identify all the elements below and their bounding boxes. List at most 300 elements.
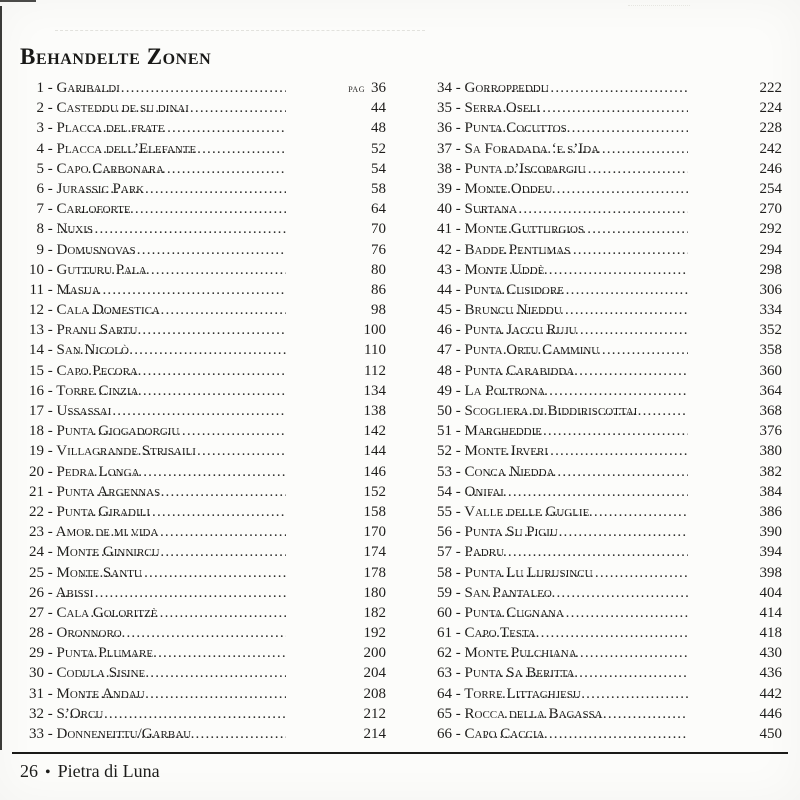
toc-entry-separator: - <box>452 281 465 298</box>
toc-entry <box>430 139 782 159</box>
toc-entry-number: 62 <box>437 645 452 662</box>
toc-entry-name: Garibaldi <box>56 80 120 96</box>
toc-entry-page <box>688 623 782 643</box>
toc-entry-number: 37 <box>437 140 452 157</box>
dot-leader <box>93 421 286 441</box>
toc-entry-label <box>22 684 145 704</box>
toc-entry <box>22 199 386 219</box>
toc-entry-label <box>430 98 540 118</box>
page-number-value: 110 <box>364 342 386 359</box>
page-number-value: 446 <box>759 705 782 722</box>
toc-entry-separator: - <box>44 604 57 621</box>
toc-entry-name: Monte Uddè <box>464 261 545 278</box>
toc-entry-number: 12 <box>29 302 44 319</box>
toc-entry-page <box>688 219 782 239</box>
toc-entry-separator: - <box>452 645 465 662</box>
dot-leader <box>503 340 688 360</box>
toc-entry-name: Conca Niedda <box>464 463 555 480</box>
toc-entry-label <box>430 563 593 583</box>
page-number-value: 442 <box>759 685 782 702</box>
toc-entry <box>430 340 782 360</box>
toc-entry-separator: - <box>452 584 465 601</box>
dot-leader <box>79 462 286 482</box>
toc-entry-label <box>430 421 542 441</box>
toc-entry-number: 60 <box>437 604 452 621</box>
page-number-value: 48 <box>371 120 386 137</box>
scan-smudge <box>628 5 690 6</box>
toc-entry-name: Placca dell’Elefante <box>56 140 197 157</box>
toc-entry-name: Amor de mi vida <box>55 524 159 541</box>
dot-leader <box>71 78 286 98</box>
toc-entry <box>430 704 782 724</box>
toc-entry-label <box>22 462 140 482</box>
page-number-value: 394 <box>759 544 782 561</box>
toc-entry-separator: - <box>452 423 465 440</box>
toc-entry-name: Surtana <box>464 201 518 218</box>
toc-entry-page <box>688 401 782 421</box>
toc-entry <box>22 240 386 260</box>
toc-entry-page <box>286 603 386 623</box>
dot-leader <box>98 441 286 461</box>
toc-entry-number: 5 <box>36 160 44 177</box>
footer-rule <box>12 752 788 754</box>
toc-entry-name: Serra Oseli <box>464 100 540 117</box>
dot-leader <box>496 320 688 340</box>
toc-entry-number: 33 <box>29 726 44 742</box>
page-number-value: 294 <box>759 241 782 258</box>
toc-entry-number: 9 <box>36 241 44 258</box>
toc-entry <box>22 603 386 623</box>
toc-entry-number: 23 <box>29 524 44 541</box>
toc-entry <box>430 522 782 542</box>
toc-entry-separator: - <box>44 705 57 722</box>
dot-leader <box>484 260 688 280</box>
toc-entry-label <box>430 361 575 381</box>
toc-entry-name: Punta d’Iscopargiu <box>464 160 586 177</box>
toc-entry <box>430 260 782 280</box>
toc-entry-page <box>688 704 782 724</box>
toc-entry-name: San Pantaleo <box>464 584 552 601</box>
page-number-value: 398 <box>759 564 782 581</box>
toc-entry-page <box>688 361 782 381</box>
toc-entry-separator: - <box>44 443 57 460</box>
toc-entry-separator: - <box>44 342 57 359</box>
toc-entry-label <box>22 643 154 663</box>
dot-leader <box>97 724 286 744</box>
toc-entry-number: 21 <box>29 483 44 500</box>
dot-leader <box>64 704 286 724</box>
toc-entry-label <box>430 300 562 320</box>
toc-entry-page <box>688 118 782 138</box>
toc-entry <box>22 300 386 320</box>
toc-entry-page <box>286 623 386 643</box>
dot-leader <box>88 159 286 179</box>
toc-entry-page <box>286 583 386 603</box>
page-number-value: 214 <box>363 726 386 742</box>
dot-leader <box>81 663 286 683</box>
toc-entry-page <box>688 724 782 744</box>
page-number-value: 36 <box>371 80 386 96</box>
toc-entry-number: 10 <box>29 261 44 278</box>
dot-leader <box>503 139 688 159</box>
toc-entry-separator: - <box>452 120 465 137</box>
toc-entry-page <box>286 300 386 320</box>
footer-bullet: • <box>45 764 51 781</box>
dot-leader <box>84 643 286 663</box>
toc-entry-page <box>286 320 386 340</box>
toc-entry-page <box>286 684 386 704</box>
toc-entry-label <box>22 421 180 441</box>
toc-entry <box>22 462 386 482</box>
toc-entry <box>22 724 386 744</box>
toc-entry-label <box>430 260 545 280</box>
toc-entry-label <box>22 381 139 401</box>
toc-entry-label <box>430 482 504 502</box>
toc-entry <box>22 643 386 663</box>
toc-entry <box>430 482 782 502</box>
page-number-value: 292 <box>759 221 782 238</box>
toc-entry-separator: - <box>44 564 57 581</box>
toc-entry-separator: - <box>452 443 465 460</box>
toc-entry-page <box>286 340 386 360</box>
page-number-value: 70 <box>371 221 386 238</box>
toc-entry-label <box>22 78 120 98</box>
toc-entry-separator: - <box>452 483 465 500</box>
toc-entry-separator: - <box>452 524 465 541</box>
toc-entry-number: 18 <box>29 423 44 440</box>
toc-entry-separator: - <box>44 241 57 258</box>
toc-entry <box>430 643 782 663</box>
toc-entry <box>22 542 386 562</box>
toc-entry-page <box>688 583 782 603</box>
page-number-value: 270 <box>759 201 782 218</box>
dot-leader <box>86 482 286 502</box>
dot-leader <box>88 118 286 138</box>
toc-entry-page <box>286 199 386 219</box>
toc-entry-name: Punta Cocuttos <box>464 120 567 137</box>
toc-entry-label <box>22 320 138 340</box>
toc-entry-separator: - <box>44 423 57 440</box>
toc-entry <box>22 139 386 159</box>
toc-entry <box>22 623 386 643</box>
toc-entry-label <box>22 139 197 159</box>
toc-entry-page <box>688 199 782 219</box>
toc-entry <box>22 340 386 360</box>
scan-edge-artifact-top <box>0 0 36 2</box>
toc-entry-number: 39 <box>437 180 452 197</box>
page-number-value: 242 <box>759 140 782 157</box>
toc-entry-label <box>430 542 505 562</box>
toc-entry-number: 27 <box>29 604 44 621</box>
toc-entry-page <box>688 260 782 280</box>
toc-entry <box>22 522 386 542</box>
toc-entry-separator: - <box>452 160 465 177</box>
toc-entry-name: Monte Irveri <box>464 443 549 460</box>
toc-entry-label <box>430 240 571 260</box>
toc-entry-separator: - <box>452 503 465 520</box>
toc-entry-name: Capo Pecora <box>56 362 138 379</box>
toc-entry-separator: - <box>44 726 57 742</box>
toc-entry-label <box>430 623 536 643</box>
toc-entry-label <box>430 179 553 199</box>
toc-entry-label <box>22 704 104 724</box>
toc-entry-separator: - <box>452 665 465 682</box>
toc-entry-label <box>430 280 564 300</box>
page-number-value: 358 <box>759 342 782 359</box>
toc-entry <box>430 381 782 401</box>
page-number-value: 58 <box>371 180 386 197</box>
toc-entry-separator: - <box>44 281 57 298</box>
dot-leader <box>485 381 688 401</box>
page-number-value: 98 <box>371 302 386 319</box>
toc-entry-page <box>688 522 782 542</box>
toc-entry-separator: - <box>44 261 57 278</box>
toc-entry <box>22 179 386 199</box>
page-number-value: 152 <box>363 483 386 500</box>
toc-entry-name: Jurassic Park <box>56 180 145 197</box>
page-number-value: 380 <box>759 443 782 460</box>
page-number-value: 298 <box>759 261 782 278</box>
toc-entry-name: Rocca della Bagassa <box>464 705 603 722</box>
toc-entry-number: 63 <box>437 665 452 682</box>
dot-leader <box>498 219 688 239</box>
toc-entry-number: 52 <box>437 443 452 460</box>
toc-entry-separator: - <box>452 544 465 561</box>
toc-entry-number: 57 <box>437 544 452 561</box>
toc-entry <box>22 381 386 401</box>
toc-entry-separator: - <box>452 100 465 117</box>
toc-entry-separator: - <box>44 503 57 520</box>
toc-entry-page <box>286 280 386 300</box>
dot-leader <box>468 482 688 502</box>
toc-entry-page <box>286 159 386 179</box>
toc-entry-page <box>286 78 386 99</box>
page-number-value: 144 <box>363 443 386 460</box>
toc-entry <box>22 502 386 522</box>
toc-entry-separator: - <box>44 584 56 601</box>
dot-leader <box>81 179 286 199</box>
toc-entry <box>22 361 386 381</box>
toc-column-right <box>430 78 782 744</box>
toc-entry-separator: - <box>44 685 57 702</box>
toc-entry-separator: - <box>452 463 465 480</box>
toc-entry-separator: - <box>44 302 57 319</box>
dot-leader <box>504 704 688 724</box>
toc-entry-name: Masua <box>56 281 100 298</box>
toc-entry-number: 47 <box>437 342 452 359</box>
toc-entry-page <box>286 441 386 461</box>
toc-column-left <box>22 78 386 744</box>
toc-entry-separator: - <box>44 120 57 137</box>
dot-leader <box>484 421 688 441</box>
toc-entry-page <box>688 603 782 623</box>
toc-entry-page <box>286 179 386 199</box>
toc-entry-number: 42 <box>437 241 452 258</box>
toc-entry-page <box>286 462 386 482</box>
toc-entry-separator: - <box>44 100 57 117</box>
toc-entry-name: Scogliera di Biddiriscottai <box>464 403 638 419</box>
dot-leader <box>501 563 688 583</box>
toc-entry-label <box>22 482 161 502</box>
toc-entry-separator: - <box>452 221 465 238</box>
toc-entry-label <box>22 98 189 118</box>
toc-entry-name: Punta Cusidore <box>464 281 564 298</box>
dot-leader <box>81 684 286 704</box>
dot-leader <box>60 583 286 603</box>
toc-entry <box>22 482 386 502</box>
toc-entry-label <box>430 603 564 623</box>
toc-entry-number: 24 <box>29 544 44 561</box>
toc-entry-number: 59 <box>437 584 452 601</box>
page-number-value: 86 <box>371 281 386 298</box>
toc-entry-number: 38 <box>437 160 452 177</box>
toc-entry-page <box>688 684 782 704</box>
toc-entry-separator: - <box>452 403 465 419</box>
toc-entry <box>22 704 386 724</box>
dot-leader <box>68 401 286 421</box>
dot-leader <box>86 300 286 320</box>
toc-entry-number: 2 <box>36 100 44 117</box>
toc-entry-name: Torre Cinzia <box>56 382 139 399</box>
dot-leader <box>72 623 286 643</box>
toc-entry-label <box>22 240 136 260</box>
toc-entry-separator: - <box>44 362 57 379</box>
toc-entry-number: 58 <box>437 564 452 581</box>
scan-smudge <box>55 30 425 31</box>
toc-entry-number: 8 <box>36 221 44 238</box>
page-number-value: 430 <box>759 645 782 662</box>
toc-entry-name: Punta Carabidda <box>464 362 575 379</box>
toc-entry <box>430 219 782 239</box>
toc-entry-page <box>688 502 782 522</box>
page-number-value: 390 <box>759 524 782 541</box>
dot-leader <box>514 401 688 421</box>
dot-leader <box>77 240 286 260</box>
page-number-value: 112 <box>364 362 386 379</box>
toc-entry <box>430 563 782 583</box>
toc-entry-label <box>430 340 600 360</box>
toc-entry-number: 50 <box>437 403 452 419</box>
toc-entry-number: 28 <box>29 625 44 642</box>
toc-entry-separator: - <box>44 382 57 399</box>
toc-entry <box>430 623 782 643</box>
dot-leader <box>82 260 286 280</box>
toc-entry <box>430 603 782 623</box>
toc-entry-page <box>688 240 782 260</box>
toc-entry-number: 54 <box>437 483 452 500</box>
toc-entry-label <box>430 219 585 239</box>
toc-entry-number: 35 <box>437 100 452 117</box>
page-footer <box>20 761 160 782</box>
page-title: Behandelte Zonen <box>20 44 212 69</box>
toc-entry-name: Padru <box>464 544 505 561</box>
page-number-value: 222 <box>759 80 782 96</box>
toc-entry <box>22 280 386 300</box>
toc-entry <box>430 320 782 340</box>
toc-entry-name: San Nicolò <box>56 342 129 359</box>
toc-entry-page <box>286 139 386 159</box>
toc-entry-label <box>22 219 94 239</box>
dot-leader <box>491 603 688 623</box>
page-number-value: 54 <box>371 160 386 177</box>
toc-entry <box>430 542 782 562</box>
toc-entry <box>430 118 782 138</box>
toc-entry-name: Monte Andau <box>56 685 145 702</box>
toc-entry-label <box>430 724 545 744</box>
toc-entry-number: 64 <box>437 685 452 702</box>
toc-entry-label <box>430 199 518 219</box>
toc-entry-name: Capo Caccia <box>464 726 545 742</box>
toc-entry-name: Punta Argennas <box>56 483 161 500</box>
dot-leader <box>85 603 286 623</box>
page-number-value: 158 <box>363 503 386 520</box>
page-number-value: 146 <box>363 463 386 480</box>
toc-entry-label <box>22 522 159 542</box>
dot-leader <box>496 643 688 663</box>
toc-entry-name: Ussassai <box>56 403 112 419</box>
toc-entry-separator: - <box>452 705 465 722</box>
toc-entry <box>430 441 782 461</box>
page-number-value: 100 <box>363 322 386 339</box>
toc-entry-number: 66 <box>437 726 452 742</box>
toc-entry-label <box>22 179 145 199</box>
toc-entry-label <box>22 563 142 583</box>
dot-leader <box>484 724 688 744</box>
toc-entry <box>430 684 782 704</box>
dot-leader <box>489 522 688 542</box>
toc-entry-name: La Poltrona <box>464 382 546 399</box>
page-number-value: 246 <box>759 160 782 177</box>
toc-entry-label <box>430 663 575 683</box>
toc-entry-number: 6 <box>36 180 44 197</box>
page-number-value: 52 <box>371 140 386 157</box>
dot-leader <box>60 219 286 239</box>
toc-entry-separator: - <box>452 362 465 379</box>
toc-entry <box>430 240 782 260</box>
toc-entry-label <box>430 502 590 522</box>
toc-entry-name: Monte Santu <box>56 564 142 581</box>
toc-entry-separator: - <box>44 403 57 419</box>
page-number-value: 76 <box>371 241 386 258</box>
page-number-value: 178 <box>363 564 386 581</box>
toc-entry-page <box>688 159 782 179</box>
toc-entry <box>22 320 386 340</box>
page-number-value: 254 <box>759 180 782 197</box>
toc-entry-separator: - <box>44 160 57 177</box>
toc-entry-name: Punta Lu Lurusincu <box>464 564 593 581</box>
toc-entry-label <box>22 603 158 623</box>
toc-entry-number: 34 <box>437 80 452 96</box>
toc-entry-separator: - <box>44 665 57 682</box>
dot-leader <box>75 340 286 360</box>
toc-entry-name: Margheddie <box>464 423 542 440</box>
toc-entry-label <box>22 724 192 744</box>
dot-leader <box>98 139 286 159</box>
toc-entry <box>22 159 386 179</box>
toc-entry-separator: - <box>44 625 57 642</box>
toc-entry <box>430 502 782 522</box>
toc-entry-separator: - <box>44 524 56 541</box>
dot-leader <box>483 98 688 118</box>
dot-leader <box>78 320 286 340</box>
toc-entry-name: Punta Sa Beritta <box>464 665 575 682</box>
page-number-value: 170 <box>363 524 386 541</box>
toc-entry-page <box>286 663 386 683</box>
toc-entry-label <box>430 118 567 138</box>
toc-entry-page <box>688 482 782 502</box>
toc-entry-name: Placca del frate <box>56 120 165 137</box>
toc-entry-number: 55 <box>437 503 452 520</box>
